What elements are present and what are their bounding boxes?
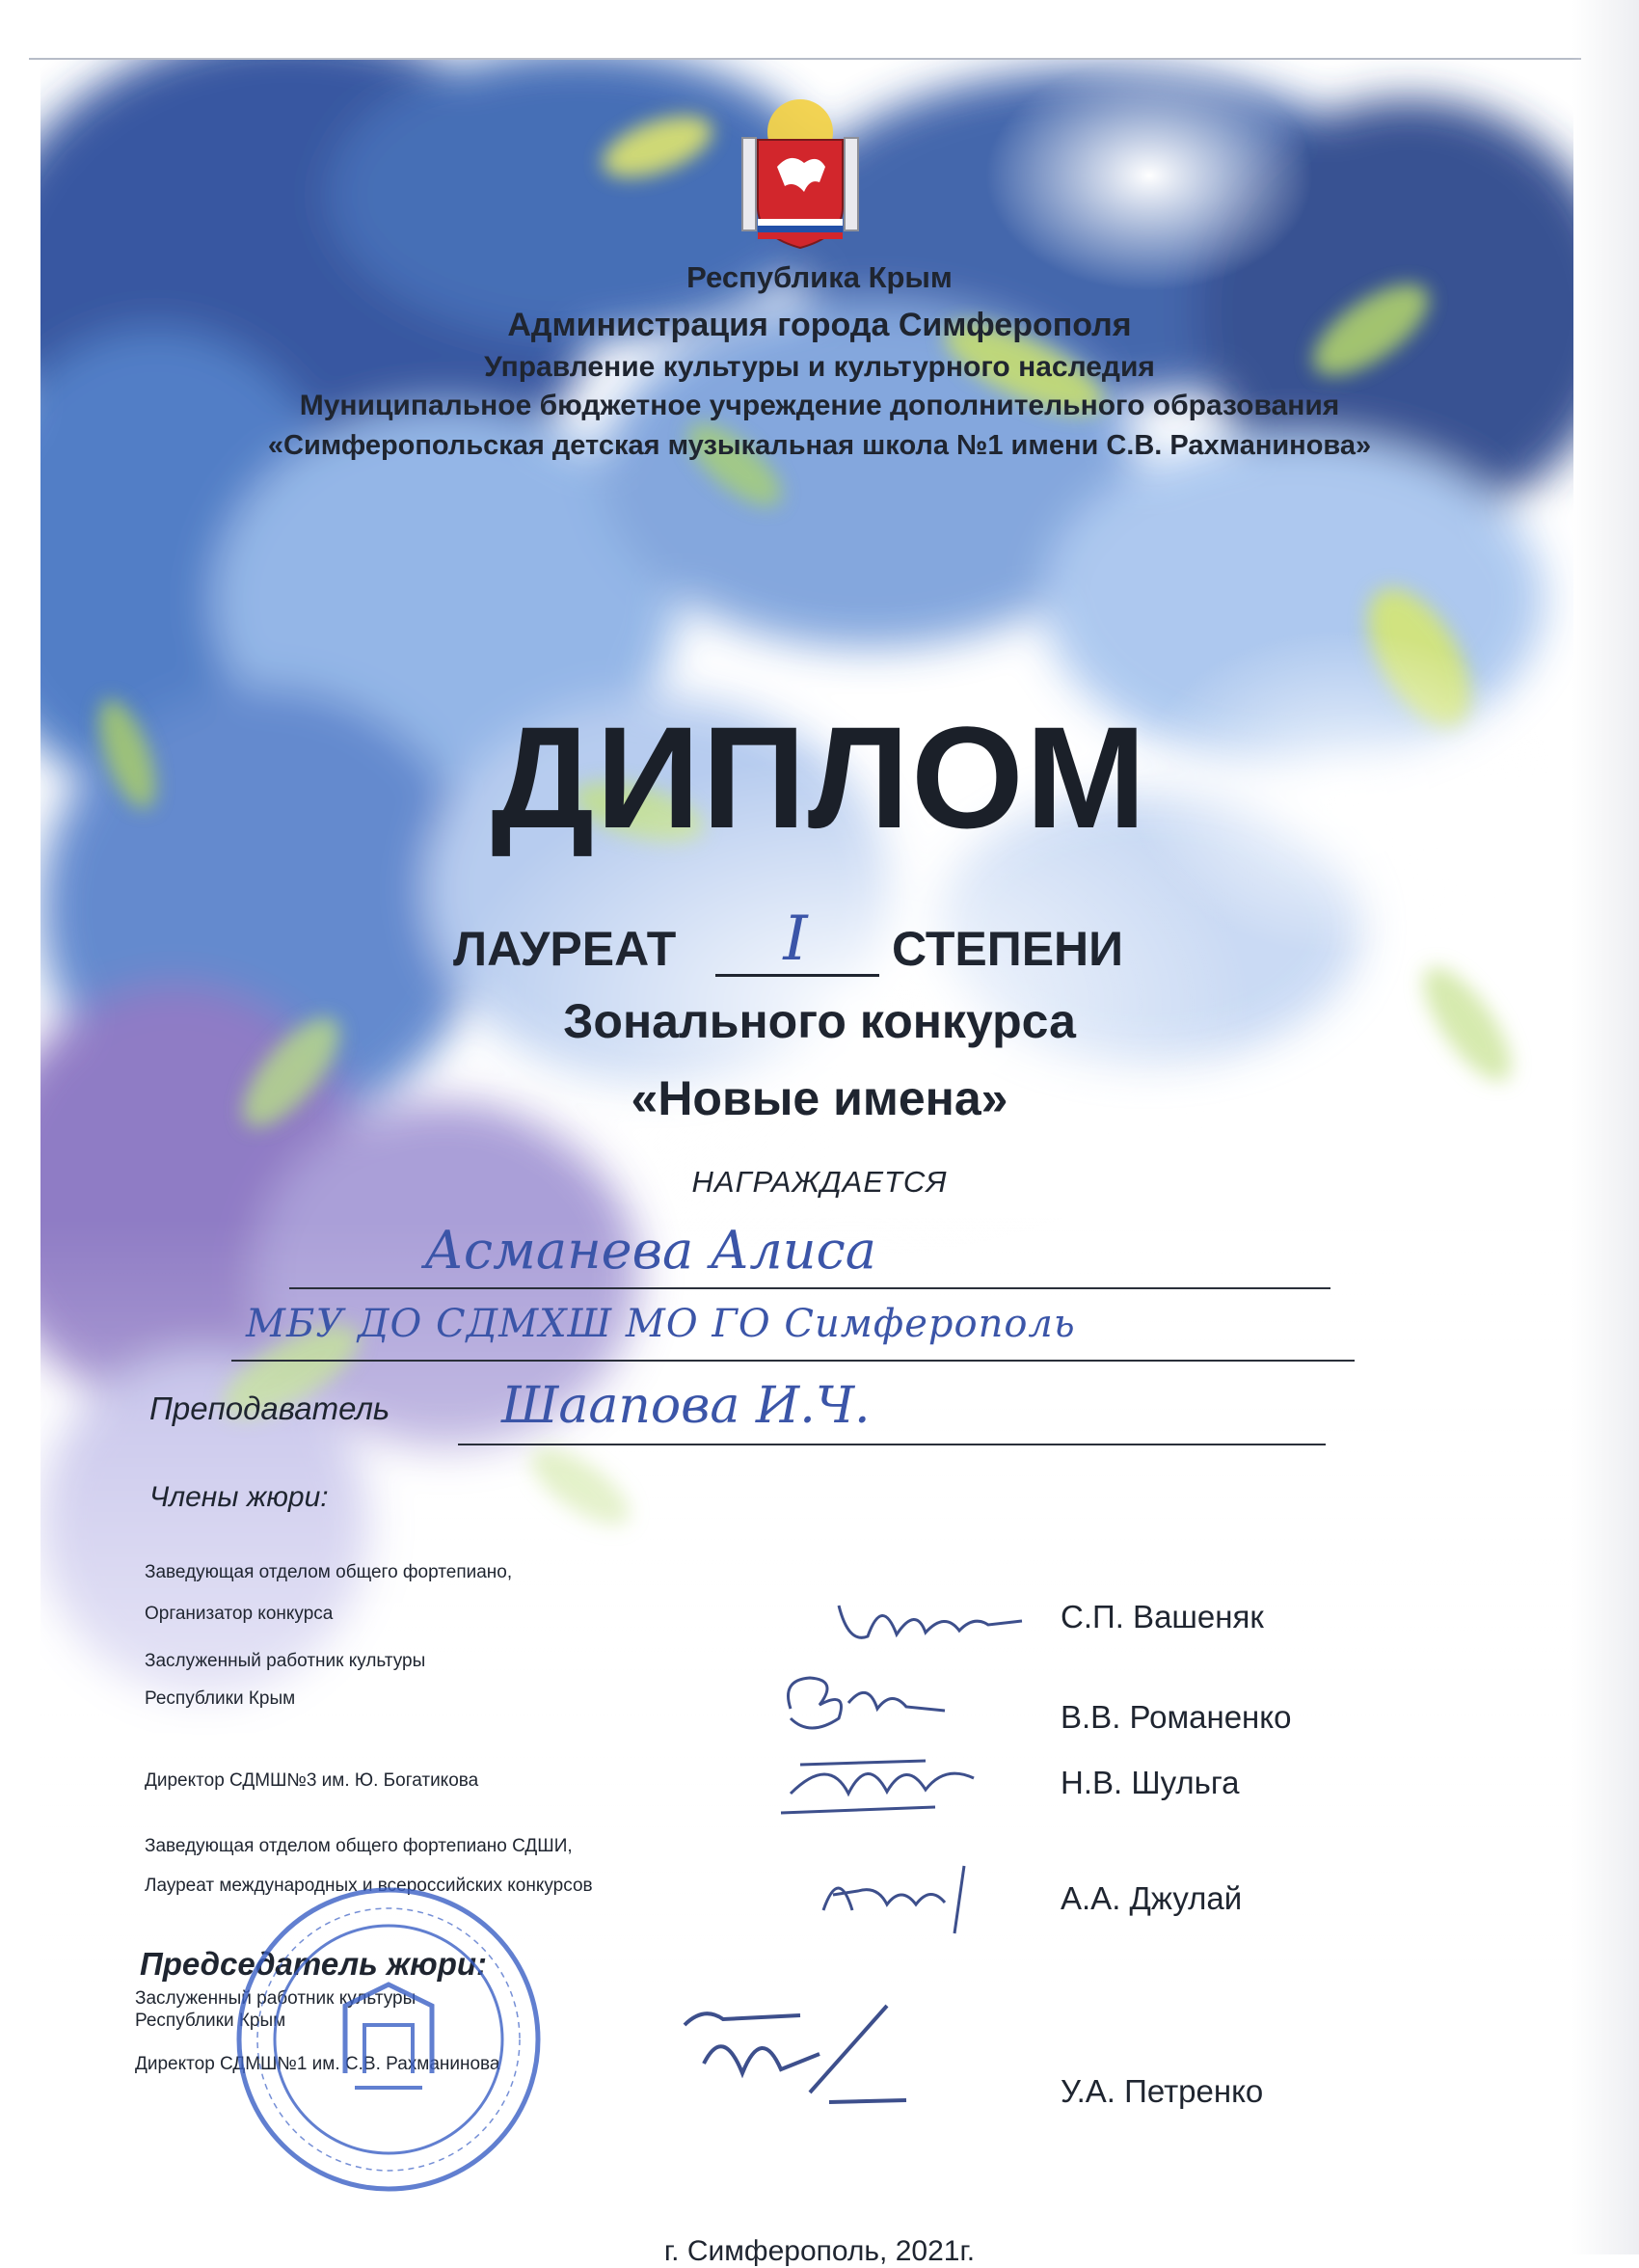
- header-culture-department: Управление культуры и культурного наследия: [484, 351, 1155, 383]
- signature-petrenko-icon: [665, 1986, 935, 2121]
- jury-chair-name: У.А. Петренко: [1061, 2073, 1264, 2109]
- teacher-name-handwritten: Шаапова И.Ч.: [501, 1377, 871, 1435]
- signature-dzhulai-icon: [810, 1847, 993, 1943]
- position-line: Организатор конкурса: [145, 1603, 334, 1624]
- place-and-date: г. Симферополь, 2021г.: [663, 2235, 976, 2267]
- signature-vasheniak-icon: [829, 1577, 1032, 1663]
- position-line: Директор СДМШ№1 им. С.В. Рахманинова: [135, 2053, 500, 2074]
- jury-label: Члены жюри:: [149, 1481, 329, 1513]
- awarded-label: НАГРАЖДАЕТСЯ: [691, 1165, 948, 1199]
- position-line: Заведующая отделом общего фортепиано,: [145, 1562, 513, 1582]
- signature-romanenko-icon: [771, 1660, 964, 1747]
- position-line: Директор СДМШ№3 им. Ю. Богатикова: [145, 1770, 479, 1791]
- degree-handwritten: I: [783, 904, 808, 975]
- position-line: Республики Крым: [135, 2010, 286, 2031]
- laureate-prefix: ЛАУРЕАТ: [453, 922, 677, 976]
- jury-member-3-position: [145, 1770, 478, 1793]
- jury-member-4-name: А.А. Джулай: [1061, 1880, 1243, 1916]
- school-seal-icon: [229, 1880, 548, 2199]
- jury-member-1-name: С.П. Вашеняк: [1061, 1599, 1264, 1634]
- position-line: Заслуженный работник культуры: [145, 1651, 426, 1671]
- header-city-administration: Администрация города Симферополя: [507, 307, 1132, 343]
- position-line: Заслуженный работник культуры: [135, 1988, 416, 2009]
- recipient-underline: [289, 1287, 1330, 1289]
- recipient-name-handwritten: Асманева Алиса: [424, 1220, 876, 1281]
- teacher-label: Преподаватель: [149, 1390, 390, 1426]
- school-underline: [231, 1360, 1355, 1362]
- diploma-title: ДИПЛОМ: [491, 696, 1148, 858]
- contest-name-line1: Зонального конкурса: [563, 994, 1076, 1048]
- signature-shulga-icon: [771, 1736, 993, 1832]
- jury-member-3-name: Н.В. Шульга: [1061, 1765, 1240, 1800]
- contest-name-line2: «Новые имена»: [631, 1071, 1008, 1125]
- jury-member-1-position: [145, 1562, 512, 1626]
- position-line: Республики Крым: [145, 1688, 296, 1709]
- laureate-line: [453, 904, 1205, 988]
- teacher-underline: [458, 1444, 1326, 1445]
- laureate-suffix: СТЕПЕНИ: [892, 922, 1124, 976]
- jury-chair-label: Председатель жюри:: [140, 1946, 488, 1982]
- header-school-name: «Симферопольская детская музыкальная школа №1 имени С.В. Рахманинова»: [267, 430, 1372, 461]
- position-line: Лауреат международных и всероссийских конкурсов: [145, 1875, 593, 1896]
- header-republic: Республика Крым: [686, 260, 953, 294]
- school-handwritten: МБУ ДО СДМХШ МО ГО Симферополь: [246, 1302, 1076, 1346]
- header-institution-type: Муниципальное бюджетное учреждение дополнительного образования: [299, 390, 1340, 421]
- jury-member-2-position: [145, 1651, 425, 1711]
- jury-member-2-name: В.В. Романенко: [1061, 1699, 1292, 1735]
- crimea-coat-of-arms-icon: [733, 92, 868, 256]
- position-line: Заведующая отделом общего фортепиано СДШИ,: [145, 1836, 573, 1856]
